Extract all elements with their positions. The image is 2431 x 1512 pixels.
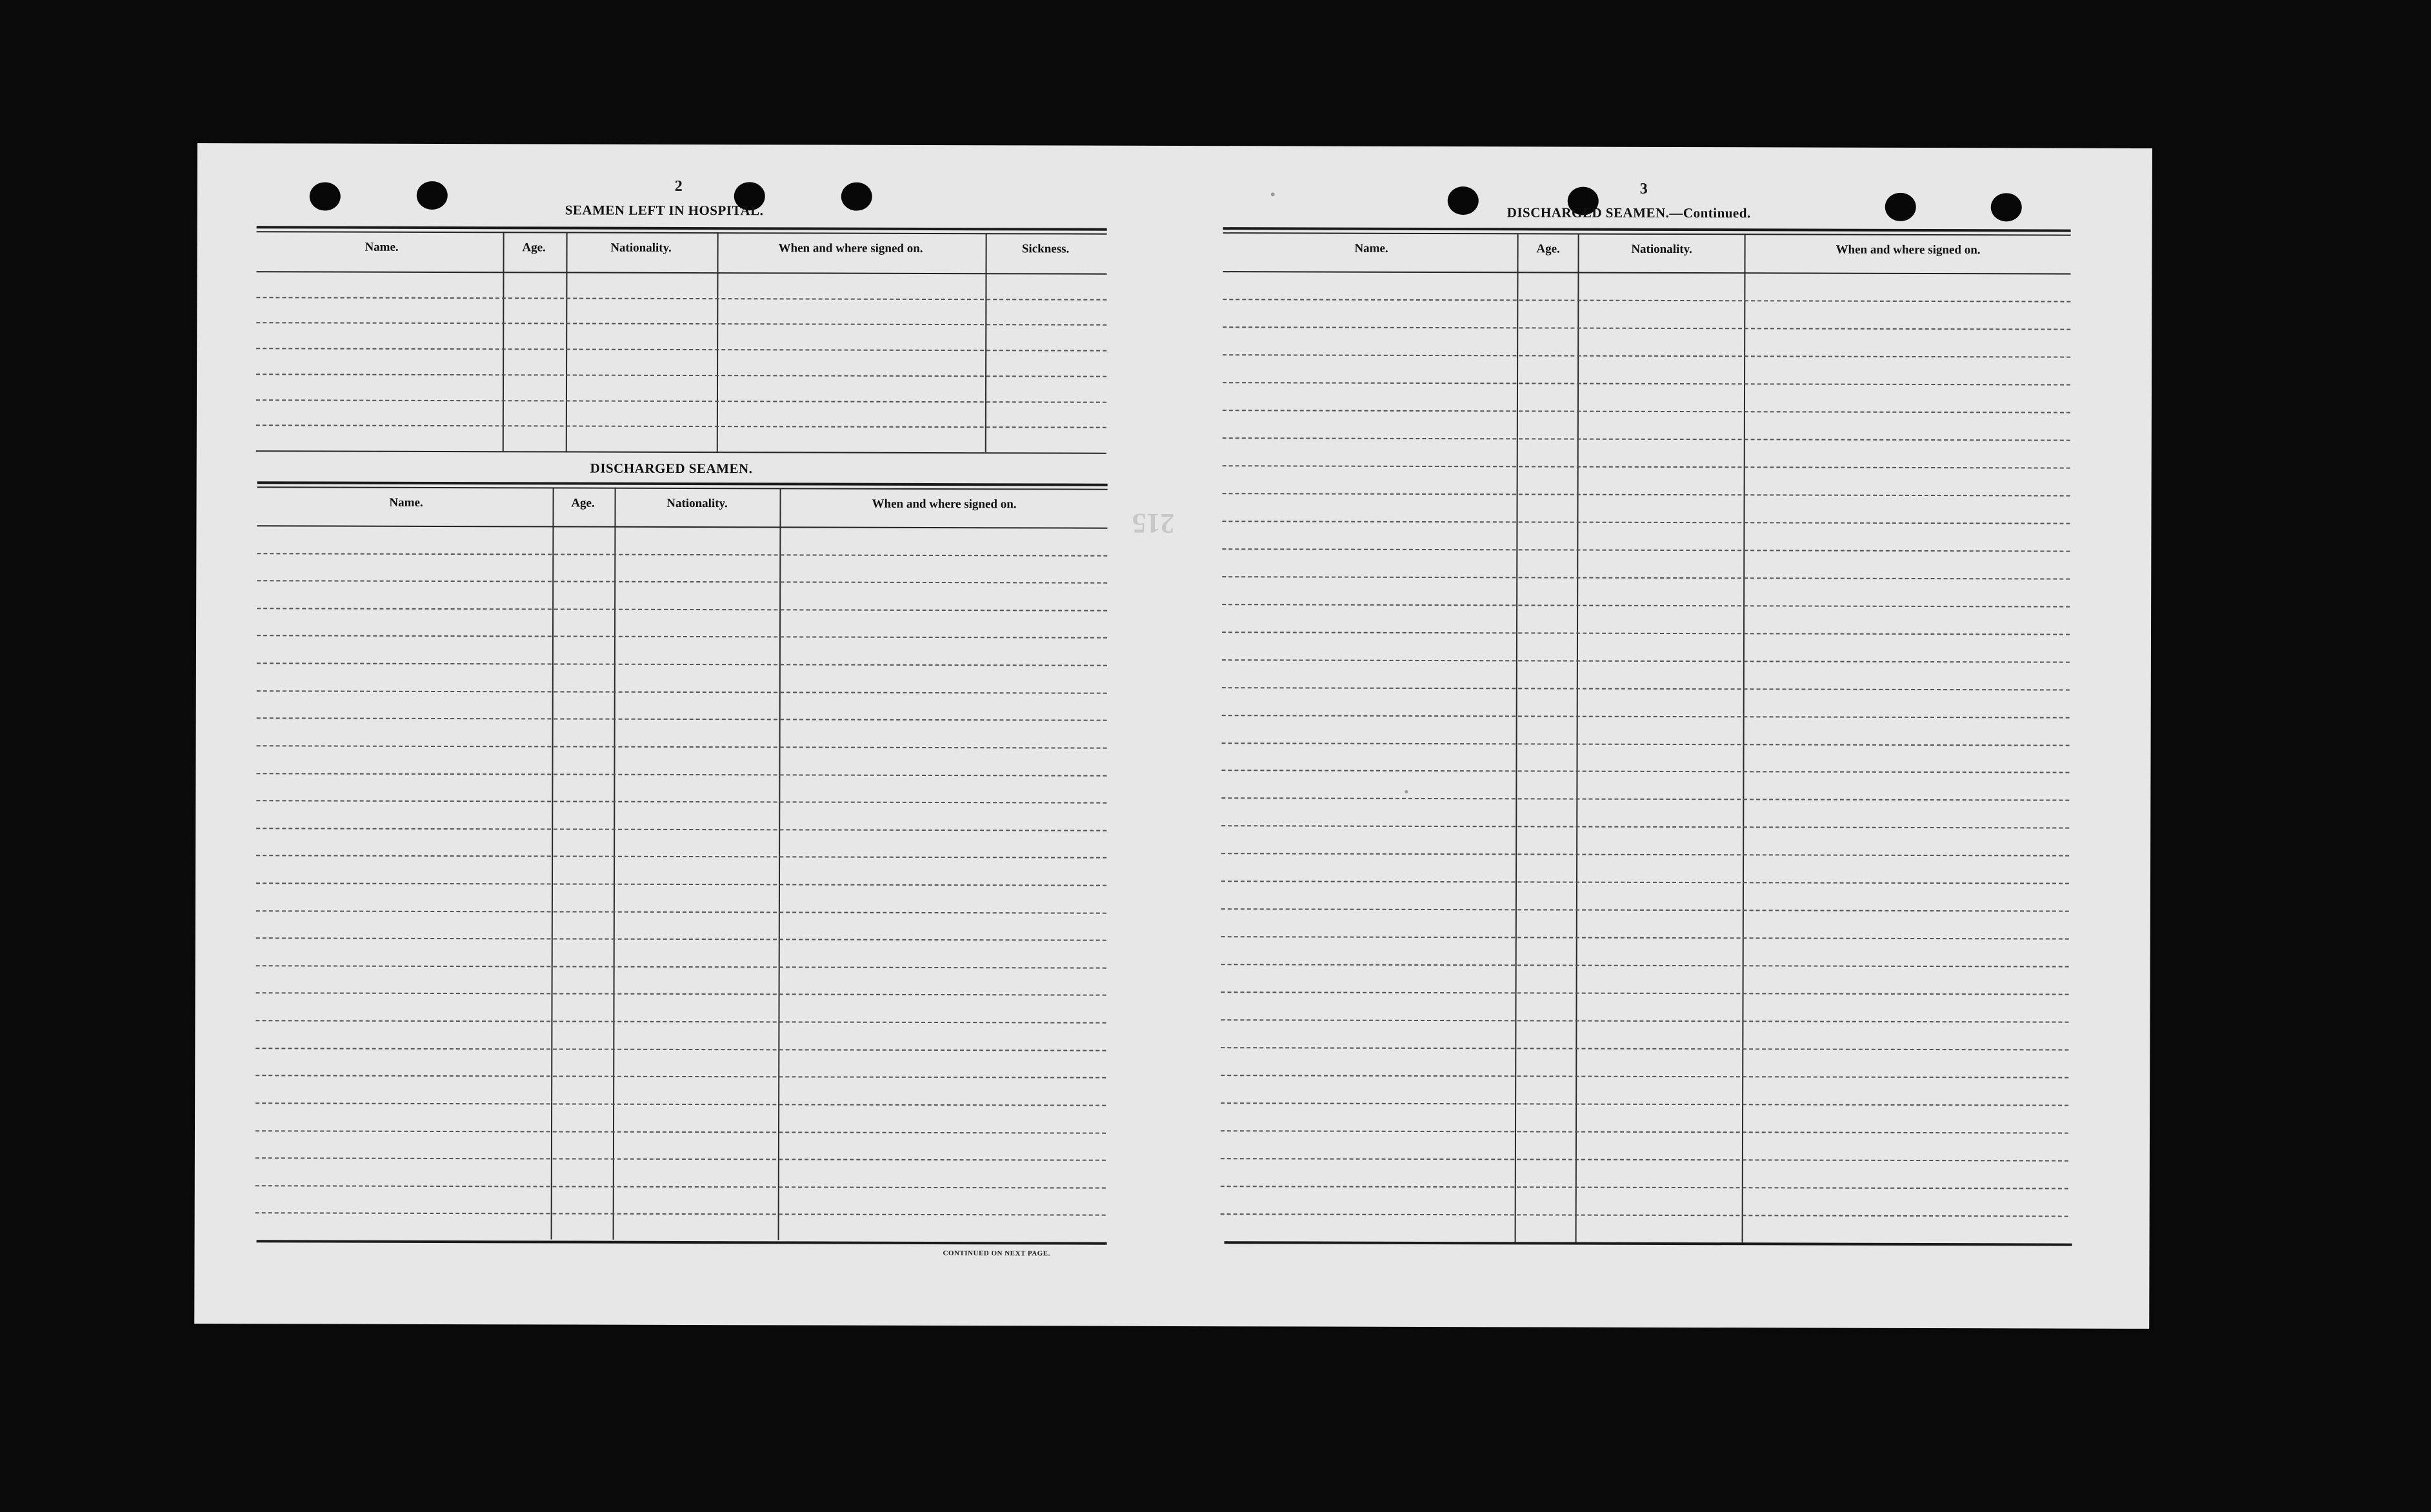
hospital-col-divider <box>985 233 987 452</box>
paper-speck <box>1271 192 1275 196</box>
table-row <box>1221 1075 2068 1078</box>
discharged-col-name: Name. <box>389 495 423 510</box>
paper-speck <box>1405 790 1408 793</box>
table-row <box>1221 964 2069 967</box>
table-row <box>1222 604 2070 607</box>
right-table-top-rule-2 <box>1223 232 2071 235</box>
discharged-col-divider <box>613 488 616 1240</box>
table-row <box>255 1130 1106 1133</box>
punch-hole-icon <box>1991 193 2022 221</box>
discharged-continued-title: DISCHARGED SEAMEN.—Continued. <box>1506 204 1751 221</box>
table-row <box>1221 991 2069 995</box>
table-row <box>255 1185 1106 1188</box>
table-row <box>1221 826 2069 829</box>
table-row <box>1221 1213 2068 1217</box>
punch-hole-icon <box>417 181 448 210</box>
table-row <box>255 1020 1106 1023</box>
hospital-col-sickness: Sickness. <box>1021 242 1070 256</box>
hospital-col-divider <box>717 232 719 452</box>
table-row <box>256 855 1106 859</box>
table-row <box>1223 382 2070 385</box>
punch-hole-icon <box>1448 186 1479 215</box>
discharged-header-bottom-rule <box>257 525 1107 528</box>
table-row <box>1221 908 2069 911</box>
right-col-signed-on: When and where signed on. <box>1836 243 1981 257</box>
right-col-nationality: Nationality. <box>1631 242 1692 257</box>
right-col-age: Age. <box>1536 242 1560 256</box>
table-row <box>256 399 1106 403</box>
table-row <box>1221 853 2069 857</box>
table-row <box>1221 1186 2068 1189</box>
table-row <box>256 965 1106 968</box>
page-number-right: 3 <box>1639 180 1648 197</box>
table-row <box>1221 798 2069 801</box>
hospital-col-divider <box>566 232 568 451</box>
right-header-bottom-rule <box>1223 271 2070 274</box>
bleed-through-stamp: 215 <box>1132 507 1175 539</box>
discharged-col-divider <box>551 487 554 1239</box>
page-number-left: 2 <box>674 177 683 195</box>
hospital-section-title: SEAMEN LEFT IN HOSPITAL. <box>565 202 764 219</box>
hospital-col-nationality: Nationality. <box>610 241 672 255</box>
hospital-table-bottom-rule <box>256 450 1106 453</box>
right-table-top-rule <box>1223 227 2071 232</box>
discharged-col-age: Age. <box>571 496 595 510</box>
discharged-col-divider <box>778 488 781 1240</box>
discharged-table-top-rule <box>257 481 1108 486</box>
table-row <box>1221 1130 2068 1133</box>
punch-hole-icon <box>841 183 872 211</box>
table-row <box>1221 1102 2068 1106</box>
table-row <box>1222 687 2070 690</box>
table-row <box>256 348 1106 351</box>
table-row <box>256 800 1106 803</box>
table-row <box>1223 354 2070 357</box>
table-row <box>1222 659 2070 662</box>
table-row <box>1222 715 2070 718</box>
table-row <box>257 553 1107 556</box>
table-row <box>256 373 1106 377</box>
table-row <box>257 745 1107 748</box>
table-row <box>255 1048 1106 1051</box>
hospital-table-top-rule-2 <box>257 231 1107 234</box>
table-row <box>256 828 1106 831</box>
table-row <box>255 1075 1106 1079</box>
table-row <box>257 662 1107 666</box>
discharged-col-nationality: Nationality. <box>666 496 728 511</box>
discharged-table-top-rule-2 <box>257 486 1108 490</box>
table-row <box>1221 881 2069 884</box>
table-row <box>256 773 1106 776</box>
hospital-col-divider <box>503 232 505 451</box>
table-row <box>1223 493 2070 496</box>
table-row <box>256 882 1106 886</box>
table-row <box>256 910 1106 913</box>
discharged-table-bottom-rule <box>257 1240 1107 1244</box>
table-row <box>1222 521 2070 524</box>
hospital-col-name: Name. <box>365 240 399 254</box>
table-row <box>255 1157 1106 1160</box>
table-row <box>1221 1019 2068 1022</box>
ledger-sheet <box>194 143 2152 1329</box>
punch-hole-icon <box>310 182 341 210</box>
table-row <box>257 580 1107 583</box>
table-row <box>255 1102 1106 1106</box>
table-row <box>255 1213 1106 1216</box>
discharged-table-rows <box>197 143 2152 148</box>
table-row <box>1222 632 2070 635</box>
table-row <box>1223 326 2070 330</box>
table-row <box>256 297 1106 300</box>
table-row <box>257 690 1107 693</box>
right-col-divider <box>1576 234 1579 1242</box>
table-row <box>1221 1047 2068 1050</box>
hospital-table-rows <box>197 143 2152 148</box>
hospital-col-age: Age. <box>522 241 546 255</box>
right-table-bottom-rule <box>1225 1241 2072 1246</box>
table-row <box>257 718 1107 721</box>
hospital-header-bottom-rule <box>256 271 1106 274</box>
table-row <box>256 323 1106 326</box>
discharged-section-title: DISCHARGED SEAMEN. <box>590 460 753 477</box>
table-row <box>256 993 1106 996</box>
continued-note: CONTINUED ON NEXT PAGE. <box>943 1249 1050 1258</box>
table-row <box>1221 770 2069 773</box>
table-row <box>257 608 1107 611</box>
discharged-continued-rows <box>197 143 2152 148</box>
right-col-divider <box>1742 234 1746 1242</box>
table-row <box>1223 299 2070 302</box>
hospital-col-signed-on: When and where signed on. <box>778 241 923 255</box>
table-row <box>1222 742 2070 746</box>
punch-hole-icon <box>1885 193 1916 221</box>
table-row <box>1221 1158 2068 1161</box>
table-row <box>1223 410 2070 413</box>
table-row <box>1222 548 2070 552</box>
table-row <box>1221 936 2069 939</box>
discharged-col-signed-on: When and where signed on. <box>872 497 1017 512</box>
right-col-name: Name. <box>1354 241 1388 255</box>
table-row <box>256 425 1106 428</box>
table-row <box>1222 576 2070 579</box>
right-col-divider <box>1515 233 1519 1242</box>
table-row <box>1223 437 2070 441</box>
table-row <box>257 635 1107 639</box>
hospital-table-top-rule <box>257 226 1107 230</box>
table-row <box>256 937 1106 940</box>
table-row <box>1223 465 2070 468</box>
